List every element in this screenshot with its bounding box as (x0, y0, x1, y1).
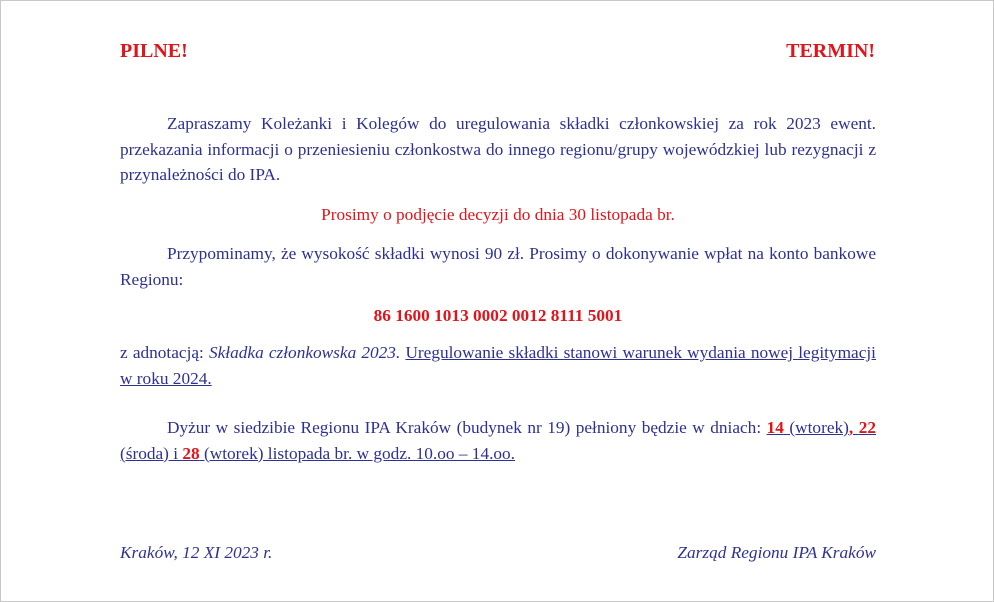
bank-account-number: 86 1600 1013 0002 0012 8111 5001 (373, 306, 623, 325)
fee-paragraph: Przypominamy, że wysokość składki wynosi 90 zł. Prosimy o dokonywanie wpłat na konto bankowe Regionu: (120, 244, 876, 289)
decision-deadline: Prosimy o podjęcie decyzji do dnia 30 listopada br. (321, 205, 675, 224)
urgent-label: PILNE! (120, 40, 188, 62)
annotation-prefix: z adnotacją: (120, 343, 209, 362)
invitation-paragraph: Zapraszamy Koleżanki i Kolegów do uregulowania składki członkowskiej za rok 2023 ewent. przekazania informacji o przeniesieniu członkostwa do innego regionu/grupy wojewódzkiej lub rezygnacji z przynależności do IPA. (120, 114, 876, 184)
signature: Zarząd Regionu IPA Kraków (677, 543, 876, 562)
deadline-label: TERMIN! (786, 40, 875, 62)
duty-day-2: 22 (858, 418, 876, 437)
duty-comma: , (848, 418, 859, 437)
duty-paragraph (120, 415, 876, 466)
place-date: Kraków, 12 XI 2023 r. (120, 543, 273, 562)
duty-day-2-name: (środa) i (120, 443, 183, 463)
duty-rest: (wtorek) listopada br. w godz. 10.oo – 14.oo. (199, 443, 516, 463)
legitimation-notice: Uregulowanie składki stanowi warunek wydania nowej legitymacji w roku 2024. (120, 343, 876, 388)
annotation-paragraph (120, 340, 876, 391)
duty-day-3: 28 (182, 443, 200, 463)
duty-intro: Dyżur w siedzibie Regionu IPA Kraków (budynek nr 19) pełniony będzie w dniach: (167, 418, 767, 437)
duty-day-1: 14 (766, 418, 784, 437)
duty-day-1-name: (wtorek) (783, 418, 849, 437)
annotation-title: Składka członkowska 2023. (209, 343, 401, 362)
